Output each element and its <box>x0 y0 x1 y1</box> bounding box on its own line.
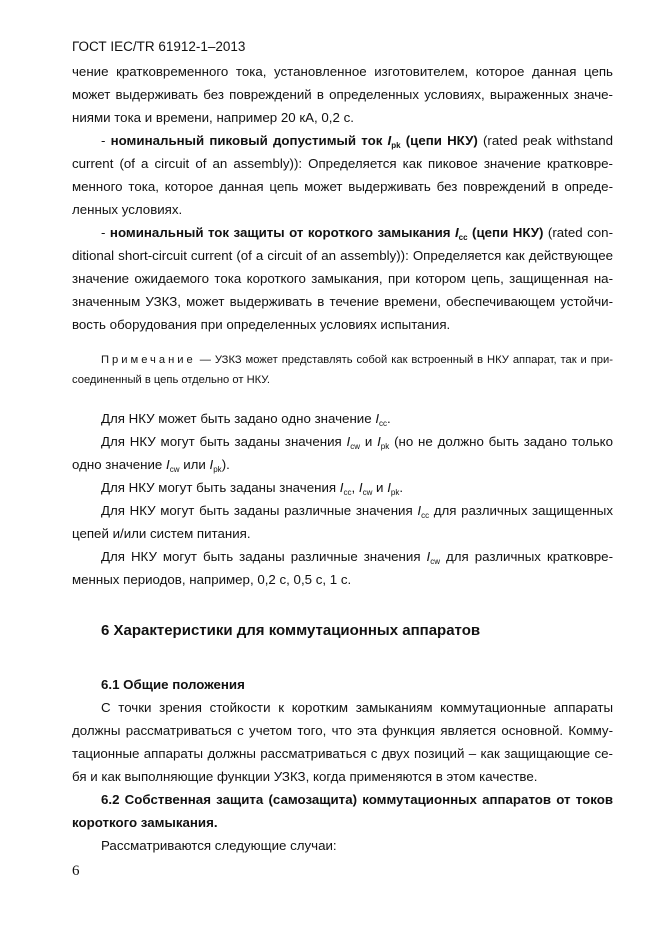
subscript: cw <box>362 488 373 497</box>
text-line <box>72 545 613 568</box>
document-body <box>72 60 613 857</box>
paragraph <box>72 407 613 591</box>
text-segment: короткого замыкания. <box>72 815 218 830</box>
text-line <box>72 453 613 476</box>
text-line <box>72 811 613 834</box>
subscript: pk <box>390 488 400 497</box>
subscript: cw <box>350 442 361 451</box>
text-line <box>72 313 613 336</box>
text-segment: - <box>101 133 111 148</box>
text-line <box>72 370 613 390</box>
text-segment: - <box>101 225 110 240</box>
paragraph <box>72 834 613 857</box>
text-segment: должны рассматриваться с учетом того, что эта функция является основной. Комму- <box>72 723 613 738</box>
text-line <box>72 765 613 788</box>
text-segment: I <box>346 434 351 449</box>
text-segment: I <box>387 480 391 495</box>
text-line <box>72 476 613 499</box>
text-segment: . <box>387 411 391 426</box>
subscript: cw <box>169 465 180 474</box>
section-heading <box>72 619 613 642</box>
text-segment: соединенный в цепь отдельно от НКУ. <box>72 374 271 386</box>
text-line <box>72 788 613 811</box>
text-line <box>72 290 613 313</box>
text-segment: I <box>426 549 431 564</box>
text-line <box>72 106 613 129</box>
text-segment: I <box>166 457 170 472</box>
text-segment: Для НКУ могут быть заданы значения <box>101 434 347 449</box>
text-line <box>72 719 613 742</box>
text-segment: цепей и/или систем питания. <box>72 526 251 541</box>
text-segment: и <box>360 434 378 449</box>
document-page <box>72 37 613 857</box>
text-line <box>72 407 613 430</box>
text-segment: вость оборудования при определенных условиях испытания. <box>72 317 451 332</box>
text-segment: Для НКУ могут быть заданы различные значения <box>101 503 418 518</box>
text-line <box>72 673 613 696</box>
text-segment: одно значение <box>72 457 167 472</box>
text-segment: 6 Характеристики для коммутационных аппаратов <box>101 622 481 639</box>
bold-term: номинальный пиковый допустимый ток <box>110 133 388 148</box>
text-segment: Для НКУ может быть задано одно значение <box>101 411 376 426</box>
text-line <box>72 350 613 370</box>
text-segment: Рассматриваются следующие случаи: <box>101 838 337 853</box>
subscript: cw <box>430 557 441 566</box>
text-line <box>72 499 613 522</box>
text-line <box>72 834 613 857</box>
note <box>72 350 613 390</box>
bold-term: (цепи НКУ) <box>467 225 544 240</box>
text-segment: I <box>339 480 344 495</box>
text-segment: . <box>399 480 404 495</box>
text-segment: Примечание <box>101 354 196 366</box>
text-segment: current (of a circuit of an assembly)): Определяется как пиковое значение кратковре- <box>72 156 613 171</box>
document-header: ГОСТ IEC/TR 61912-1–2013 <box>72 39 246 54</box>
text-line <box>72 83 613 106</box>
text-segment: ). <box>221 457 230 472</box>
text-segment: для различных защищенных <box>429 503 613 518</box>
text-segment: Для НКУ могут быть заданы значения <box>101 480 340 495</box>
text-segment: I <box>417 503 422 518</box>
text-segment: I <box>358 480 363 495</box>
text-segment: значение ожидаемого тока короткого замыкания, при котором цепь, защищенная на- <box>72 271 613 286</box>
text-line <box>72 244 613 267</box>
text-segment: значенным УЗКЗ, может выдерживать в течение времени, обеспечивающем устойчи- <box>72 294 613 309</box>
text-segment: менных периодов, например, 0,2 с, 0,5 с, 1 с. <box>72 572 352 587</box>
text-segment: 6.2 Собственная защита (самозащита) коммутационных аппаратов от токов <box>101 792 613 807</box>
text-segment: — УЗКЗ может представлять собой как встроенный в НКУ аппарат, так и при- <box>195 354 613 366</box>
text-segment: или <box>179 457 210 472</box>
text-segment: I <box>209 457 214 472</box>
subscript: cc <box>421 511 430 520</box>
text-line <box>72 619 613 642</box>
text-segment: ditional short-circuit current (of a circuit of an assembly)): Определяется как действующее <box>72 248 613 263</box>
bold-term: I <box>387 133 392 148</box>
text-line <box>72 175 613 198</box>
bold-term: I <box>454 225 459 240</box>
text-line <box>72 742 613 765</box>
text-line <box>72 60 613 83</box>
text-segment: , <box>351 480 359 495</box>
text-segment: может выдерживать без повреждений в определенных условиях, выраженных значе- <box>72 87 613 102</box>
paragraph <box>72 60 613 336</box>
text-line <box>72 152 613 175</box>
text-segment: С точки зрения стойкости к коротким замыканиям коммутационные аппараты <box>101 700 613 715</box>
text-line <box>72 221 613 244</box>
subscript: pk <box>380 442 390 451</box>
text-segment: чение кратковременного тока, установленное изготовителем, которое данная цепь <box>72 64 613 79</box>
bold-term: (цепи НКУ) <box>400 133 478 148</box>
text-segment: I <box>375 411 380 426</box>
subsection-heading <box>72 788 613 834</box>
page-number: 6 <box>72 863 80 879</box>
subscript: cc <box>458 233 468 242</box>
text-segment: Для НКУ могут быть заданы различные значения <box>101 549 427 564</box>
subscript: pk <box>391 141 401 150</box>
text-line <box>72 430 613 453</box>
text-line <box>72 129 613 152</box>
subscript: cc <box>379 419 388 428</box>
text-segment: менного тока, которое данная цепь может выдерживать без повреждений в опреде- <box>72 179 613 194</box>
subscript: cc <box>343 488 352 497</box>
text-line <box>72 696 613 719</box>
text-segment: бя и как выполняющие функции УЗКЗ, когда применяются в этом качестве. <box>72 769 538 784</box>
bold-term: номинальный ток защиты от короткого замыкания <box>109 225 455 240</box>
text-segment: (rated peak withstand <box>477 133 614 148</box>
text-segment: I <box>377 434 381 449</box>
text-segment: ленных условиях. <box>72 202 183 217</box>
text-segment: ниями тока и времени, например 20 кА, 0,2 с. <box>72 110 354 125</box>
text-line <box>72 198 613 221</box>
text-segment: 6.1 Общие положения <box>101 677 245 692</box>
subsection-heading <box>72 673 613 696</box>
text-segment: тационные аппараты должны рассматриваться с двух позиций – как защищающие се- <box>72 746 613 761</box>
text-segment: (rated con- <box>543 225 614 240</box>
paragraph <box>72 696 613 788</box>
text-line <box>72 267 613 290</box>
text-segment: для различных кратковре- <box>440 549 613 564</box>
text-line <box>72 568 613 591</box>
text-line <box>72 522 613 545</box>
subscript: pk <box>213 465 222 474</box>
text-segment: и <box>372 480 388 495</box>
text-segment: (но не должно быть задано только <box>389 434 613 449</box>
